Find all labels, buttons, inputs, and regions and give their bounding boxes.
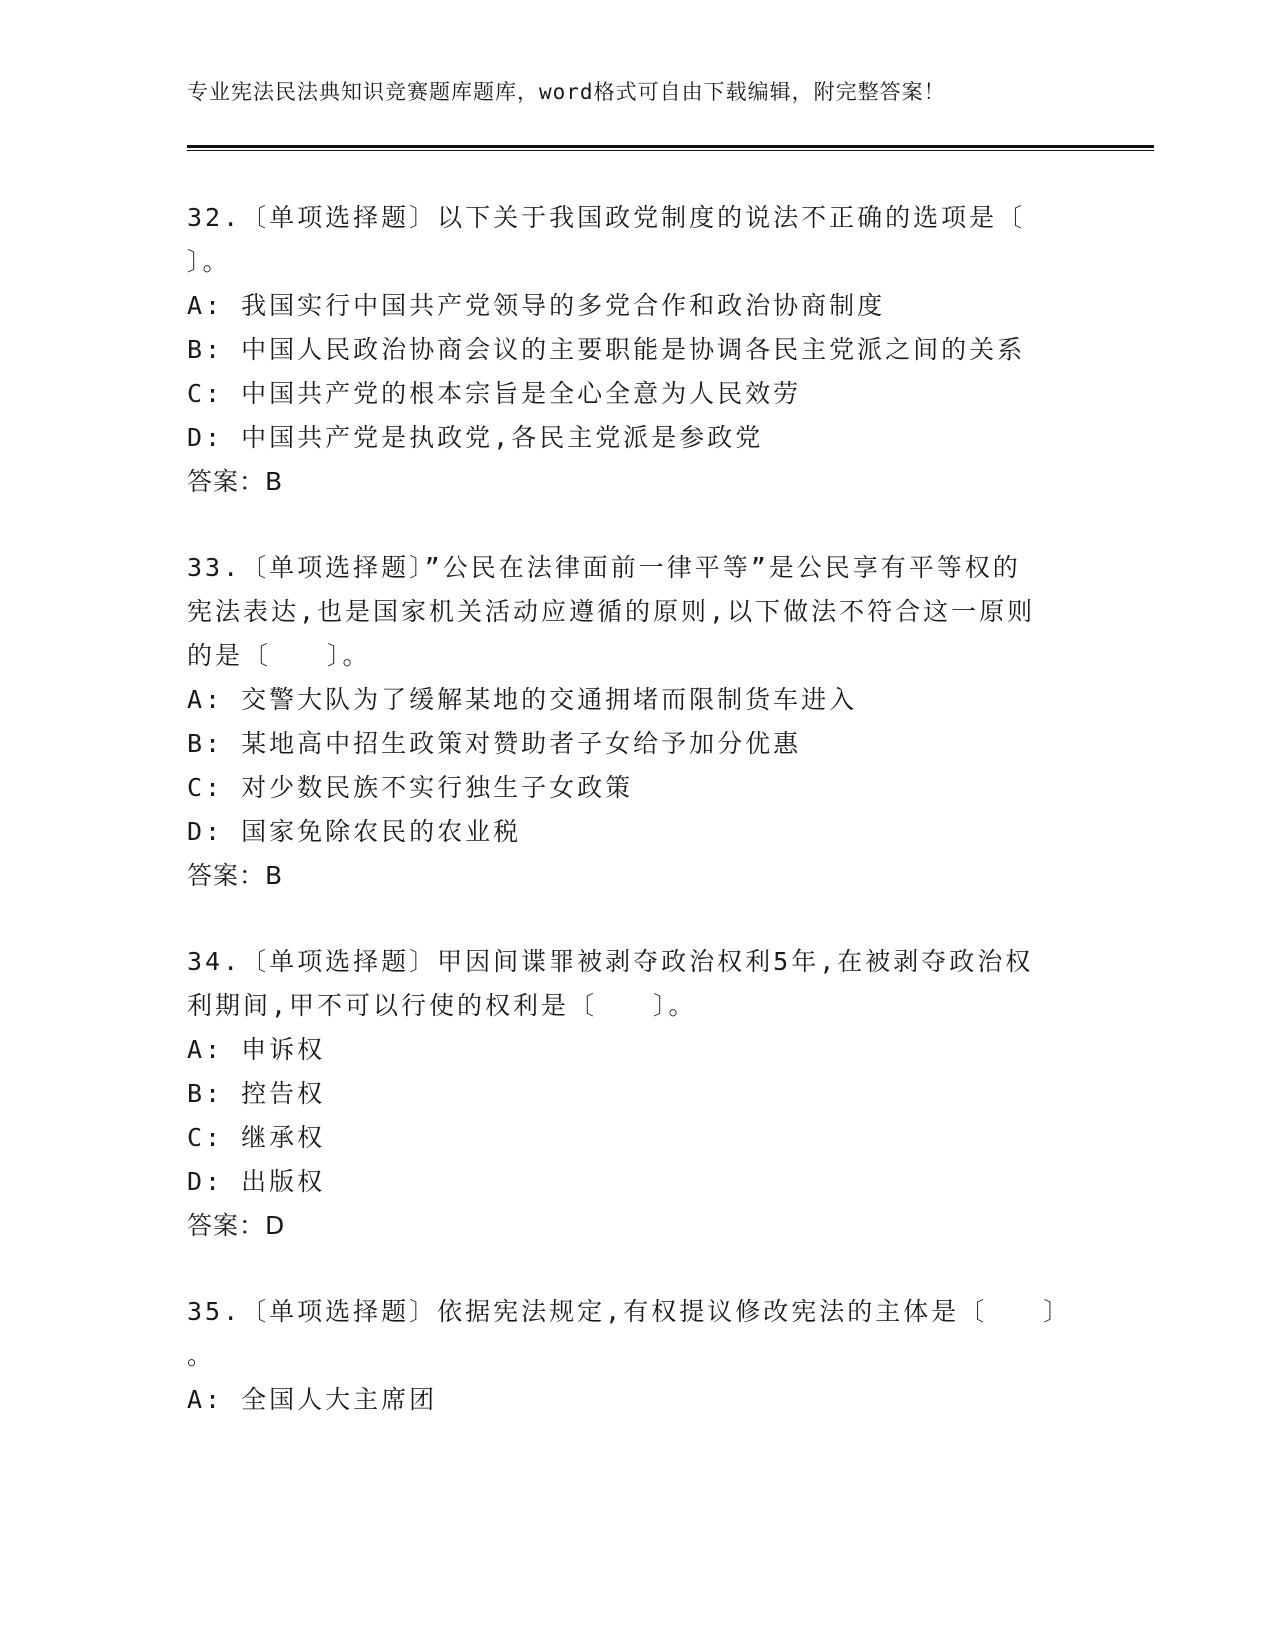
question-33-stem-line-3: 的是〔 〕。	[187, 641, 371, 670]
question-34-option-c: C: 继承权	[187, 1123, 326, 1152]
question-32-stem-line-1: 32.〔单项选择题〕以下关于我国政党制度的说法不正确的选项是〔	[187, 203, 1026, 232]
question-33-stem-line-2: 宪法表达,也是国家机关活动应遵循的原则,以下做法不符合这一原则	[187, 597, 1036, 626]
question-32-option-d: D: 中国共产党是执政党,各民主党派是参政党	[187, 423, 764, 452]
question-33-option-b: B: 某地高中招生政策对赞助者子女给予加分优惠	[187, 729, 802, 758]
question-34-stem-line-1: 34.〔单项选择题〕甲因间谍罪被剥夺政治权利5年,在被剥夺政治权	[187, 947, 1034, 976]
question-34-option-b: B: 控告权	[187, 1079, 326, 1108]
question-35-stem-line-2: 。	[187, 1341, 216, 1370]
question-32-option-b: B: 中国人民政治协商会议的主要职能是协调各民主党派之间的关系	[187, 335, 1026, 364]
question-32-stem-line-2: 〕。	[187, 247, 231, 276]
question-33-option-c: C: 对少数民族不实行独生子女政策	[187, 773, 634, 802]
question-33-answer: 答案：B	[187, 861, 284, 890]
question-35-stem-line-1: 35.〔单项选择题〕依据宪法规定,有权提议修改宪法的主体是〔 〕	[187, 1297, 1072, 1326]
question-32-option-a: A: 我国实行中国共产党领导的多党合作和政治协商制度	[187, 291, 886, 320]
question-33-option-a: A: 交警大队为了缓解某地的交通拥堵而限制货车进入	[187, 685, 858, 714]
question-34-option-d: D: 出版权	[187, 1167, 326, 1196]
question-35-option-a: A: 全国人大主席团	[187, 1385, 438, 1414]
header-rule-thin	[187, 150, 1154, 151]
question-32-option-c: C: 中国共产党的根本宗旨是全心全意为人民效劳	[187, 379, 802, 408]
question-33-option-d: D: 国家免除农民的农业税	[187, 817, 522, 846]
page-header: 专业宪法民法典知识竞赛题库题库，word格式可自由下载编辑，附完整答案！	[187, 80, 946, 104]
header-rule-thick	[187, 145, 1154, 148]
question-32-answer: 答案：B	[187, 467, 284, 496]
question-34-stem-line-2: 利期间,甲不可以行使的权利是〔 〕。	[187, 991, 697, 1020]
question-34-option-a: A: 申诉权	[187, 1035, 326, 1064]
question-33-stem-line-1: 33.〔单项选择题〕”公民在法律面前一律平等”是公民享有平等权的	[187, 553, 1021, 582]
question-34-answer: 答案：D	[187, 1211, 286, 1240]
